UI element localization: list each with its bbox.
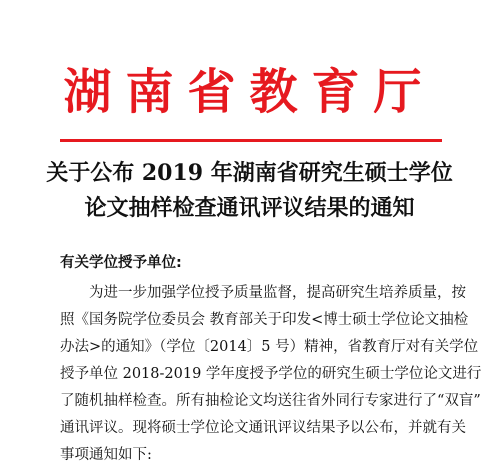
body-line: 事项通知如下: [60, 447, 152, 463]
body-line: 为进一步加强学位授予质量监督，提高研究生培养质量，按 [89, 285, 466, 301]
body-text [60, 280, 482, 469]
masthead-title: 湖南省教育厅 [63, 64, 436, 120]
addressee: 有关学位授予单位: [60, 255, 182, 271]
body-line: 办法>的通知》（学位〔2014〕5 号）精神，省教育厅对有关学位 [60, 339, 479, 355]
red-divider [60, 139, 442, 142]
document-title-line-1: 关于公布 2019 年湖南省研究生硕士学位 [46, 160, 453, 186]
document-title-line-2: 论文抽样检查通讯评议结果的通知 [84, 195, 415, 221]
body-line: 了随机抽样检查。所有抽检论文均送往省外同行专家进行了“双盲” [60, 393, 481, 409]
body-line: 通讯评议。现将硕士学位论文通讯评议结果予以公布，并就有关 [60, 420, 466, 436]
body-line: 授予单位 2018-2019 学年度授予学位的研究生硕士学位论文进行 [60, 366, 482, 382]
body-line: 照《国务院学位委员会 教育部关于印发<博士硕士学位论文抽检 [60, 312, 469, 328]
